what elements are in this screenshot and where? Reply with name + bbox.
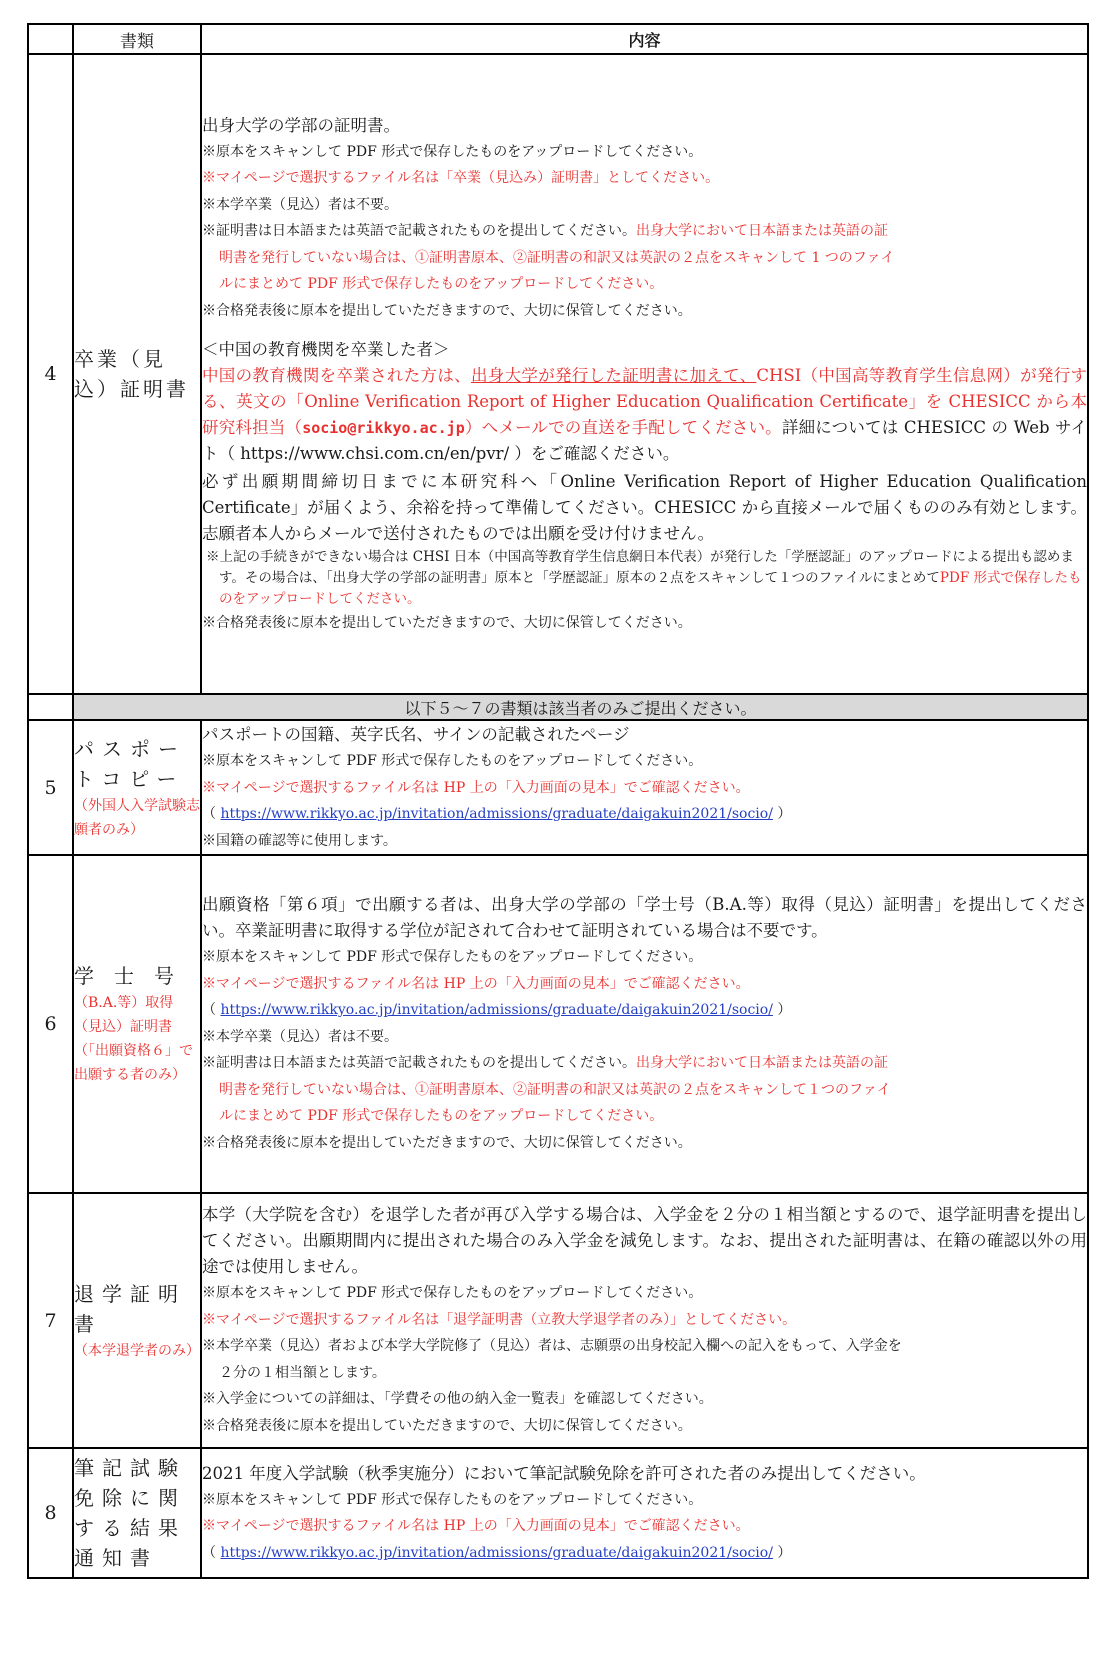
document-type-note: （本学退学者のみ） [74, 1342, 200, 1359]
url-line: （ https://www.rikkyo.ac.jp/invitation/admissions/graduate/daigakuin2021/socio/ ） [202, 806, 792, 822]
china-heading: ＜中国の教育機関を卒業した者＞ [202, 340, 450, 359]
row-number: 8 [28, 1448, 73, 1578]
document-type [73, 855, 201, 1193]
rikkyo-link[interactable]: https://www.rikkyo.ac.jp/invitation/admissions/graduate/daigakuin2021/socio/ [220, 806, 773, 822]
documents-table [27, 23, 1089, 1579]
content-line: ※本学卒業（見込）者および本学大学院修了（見込）者は、志願票の出身校記入欄への記入をもって、入学金を [202, 1338, 902, 1354]
china-paragraph-2: 必ず出願期間締切日までに本研究科へ「Online Verification Report of Higher Education Qualification Certificate」が届くよう、余裕を持って準備してください。CHESICC から直接メールで届くもののみ有効とします。志願者本人からメールで送付されたものでは出願を受け付けません。 [202, 472, 1087, 543]
band-empty-cell [28, 694, 73, 720]
content-line: ※原本をスキャンして PDF 形式で保存したものをアップロードしてください。 [202, 1285, 703, 1301]
table-row-8 [28, 1448, 1088, 1578]
china-paragraph-1: 中国の教育機関を卒業された方は、出身大学が発行した証明書に加えて、CHSI（中国高等教育学生信息网）が発行する、英文の「Online Verification Report of Higher Education Qualification Certificate」を CHESICC から本研究科担当（socio@rikkyo.ac.jp）へメールでの直送を手配してください。詳細については CHESICC の Web サイト（ https://www.chsi.com.cn/en/pvr/ ）をご確認ください。 [202, 366, 1088, 463]
content-line: ※国籍の確認等に使用します。 [202, 832, 397, 849]
table-row-4 [28, 54, 1088, 694]
document-type [73, 54, 201, 694]
content-line [202, 218, 1087, 245]
row-number: 6 [28, 855, 73, 1193]
url-line: （ https://www.rikkyo.ac.jp/invitation/admissions/graduate/daigakuin2021/socio/ ） [202, 1544, 792, 1561]
content-line-red: ※マイページで選択するファイル名は HP 上の「入力画面の見本」でご確認ください。 [202, 1518, 750, 1535]
header-type: 書類 [73, 24, 201, 54]
rikkyo-link[interactable]: https://www.rikkyo.ac.jp/invitation/admissions/graduate/daigakuin2021/socio/ [220, 1544, 773, 1561]
document-content [201, 1193, 1088, 1448]
content-line: ※入学金についての詳細は、「学費その他の納入金一覧表」を確認してください。 [202, 1391, 713, 1407]
note-text: ※証明書は日本語または英語で記載されたものを提出してください。 [202, 223, 636, 239]
content-line: ※証明書は日本語または英語で記載されたものを提出してください。出身大学において日本語または英語の証 [202, 1055, 888, 1071]
china-note-1: ※上記の手続きができない場合は CHSI 日本（中国高等教育学生信息網日本代表）が発行した「学歴認証」のアップロードによる提出も認めます。その場合は、「出身大学の学部の証明書」原本と「学歴認証」原本の２点をスキャンして１つのファイルにまとめてPDF 形式で保存したものをアップロードしてください。 [206, 549, 1082, 607]
document-type-label: 学士号 [74, 964, 194, 988]
content-line: ※原本をスキャンして PDF 形式で保存したものをアップロードしてください。 [202, 949, 703, 965]
document-type [73, 720, 201, 855]
document-type [73, 1193, 201, 1448]
content-paragraph: 本学（大学院を含む）を退学した者が再び入学する場合は、入学金を２分の１相当額とするので、退学証明書を提出してください。出願期間内に提出された場合のみ入学金を減免します。なお、提出された証明書は、在籍の確認以外の用途では使用しません。 [202, 1205, 1087, 1276]
content-line-red: ルにまとめて PDF 形式で保存したものをアップロードしてください。 [219, 1108, 664, 1124]
content-line-red: ルにまとめて PDF 形式で保存したものをアップロードしてください。 [219, 276, 664, 292]
content-line: ※原本をスキャンして PDF 形式で保存したものをアップロードしてください。 [202, 753, 703, 769]
header-row [28, 24, 1088, 54]
content-line-red: ※マイページで選択するファイル名は HP 上の「入力画面の見本」でご確認ください。 [202, 779, 750, 796]
header-no [28, 24, 73, 54]
content-line: ※合格発表後に原本を提出していただきますので、大切に保管してください。 [202, 1417, 692, 1434]
document-type-label: 卒業（見込）証明書 [74, 347, 189, 401]
rikkyo-link[interactable]: https://www.rikkyo.ac.jp/invitation/admissions/graduate/daigakuin2021/socio/ [220, 1002, 773, 1018]
content-line-red: ※マイページで選択するファイル名は HP 上の「入力画面の見本」でご確認ください。 [202, 975, 750, 992]
content-line: ※本学卒業（見込）者は不要。 [202, 196, 398, 213]
document-type-label: 筆記試験免除に関する結果通知書 [74, 1456, 186, 1570]
content-line: ※原本をスキャンして PDF 形式で保存したものをアップロードしてください。 [202, 1491, 703, 1508]
content-line-red: 明書を発行していない場合は、①証明書原本、②証明書の和訳又は英訳の２点をスキャンして１つのファイ [219, 1081, 891, 1098]
band-row [28, 694, 1088, 720]
content-line-red: ※マイページで選択するファイル名は「退学証明書（立教大学退学者のみ）」としてください。 [202, 1311, 797, 1328]
document-type-note: （外国人入学試験志願者のみ） [74, 797, 200, 838]
email-address[interactable]: socio@rikkyo.ac.jp [302, 419, 465, 437]
content-line: パスポートの国籍、英字氏名、サインの記載されたページ [202, 725, 630, 744]
content-line: ※本学卒業（見込）者は不要。 [202, 1028, 398, 1045]
document-content [201, 1448, 1088, 1578]
row-number: 5 [28, 720, 73, 855]
content-line-red: ※マイページで選択するファイル名は「卒業（見込み）証明書」としてください。 [202, 170, 720, 186]
content-line: ※合格発表後に原本を提出していただきますので、大切に保管してください。 [202, 1134, 692, 1151]
document-content [201, 54, 1088, 694]
url-line: （ https://www.rikkyo.ac.jp/invitation/admissions/graduate/daigakuin2021/socio/ ） [202, 1002, 792, 1018]
band-text: 以下５～７の書類は該当者のみご提出ください。 [73, 694, 1088, 720]
content-line: ※合格発表後に原本を提出していただきますので、大切に保管してください。 [202, 302, 692, 319]
row-number: 4 [28, 54, 73, 694]
header-content: 内容 [201, 24, 1088, 54]
document-type-note: （B.A.等）取得（見込）証明書（「出願資格６」で出願する者のみ） [74, 995, 193, 1083]
content-line: ※原本をスキャンして PDF 形式で保存したものをアップロードしてください。 [202, 143, 703, 160]
document-type-label: パスポートコピー [74, 736, 186, 791]
content-line: 出身大学の学部の証明書。 [202, 115, 400, 135]
content-paragraph: 出願資格「第６項」で出願する者は、出身大学の学部の「学士号（B.A.等）取得（見込）証明書」を提出してください。卒業証明書に取得する学位が記されて合わせて証明されている場合は不要です。 [202, 895, 1087, 940]
row-number: 7 [28, 1193, 73, 1448]
document-content [201, 720, 1088, 855]
document-type-label: 退学証明書 [74, 1281, 186, 1336]
document-content [201, 855, 1088, 1193]
table-row-7 [28, 1193, 1088, 1448]
table-row-6 [28, 855, 1088, 1193]
content-line: 2021 年度入学試験（秋季実施分）において筆記試験免除を許可された者のみ提出してください。 [202, 1463, 926, 1483]
note-text-red: 出身大学において日本語または英語の証 [636, 223, 888, 239]
content-line-red: 明書を発行していない場合は、①証明書原本、②証明書の和訳又は英訳の２点をスキャンして 1 つのファイ [219, 249, 895, 266]
content-line: ※合格発表後に原本を提出していただきますので、大切に保管してください。 [202, 615, 692, 631]
table-row-5 [28, 720, 1088, 855]
content-line: ２分の１相当額とします。 [219, 1364, 386, 1381]
document-type [73, 1448, 201, 1578]
